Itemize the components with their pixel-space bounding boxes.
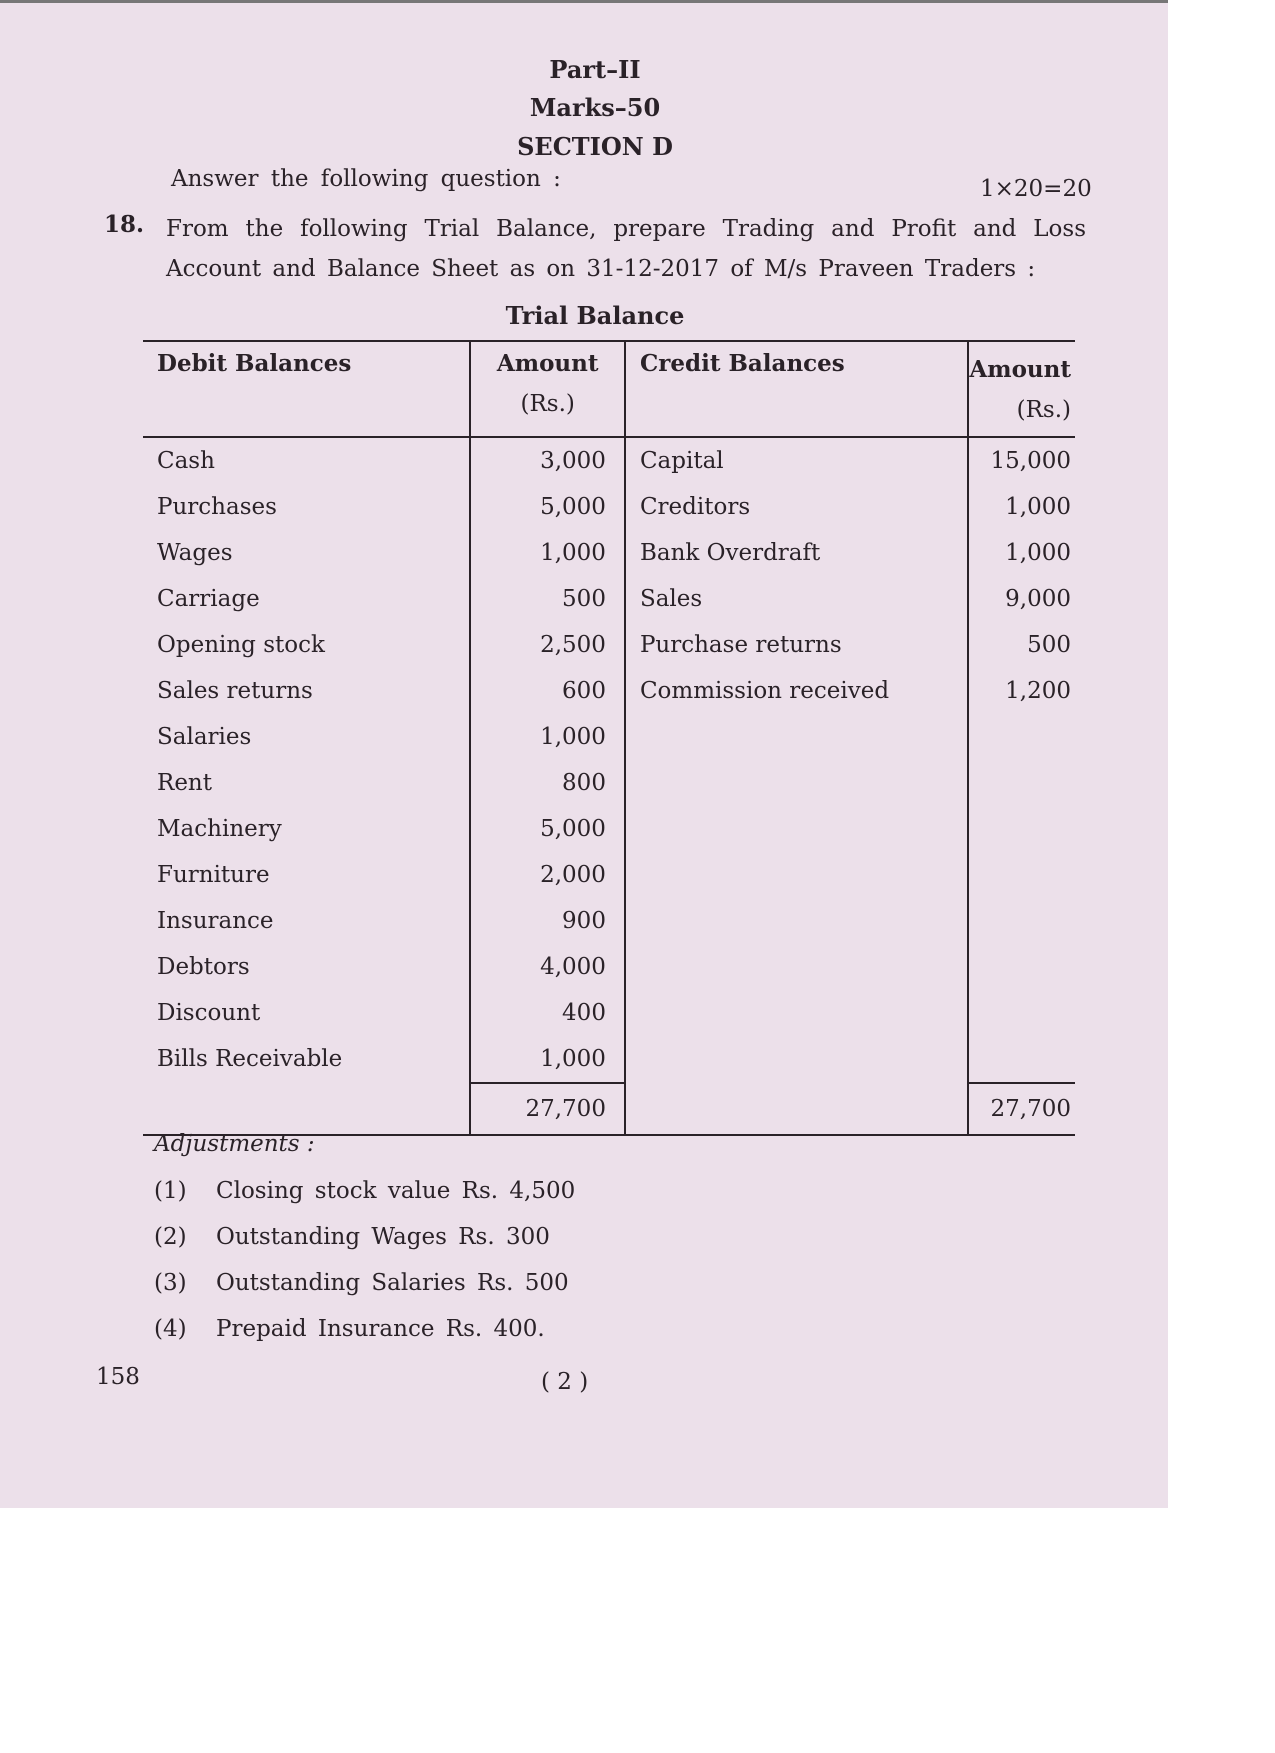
credit-account xyxy=(625,806,968,852)
total-row xyxy=(143,1083,1075,1135)
debit-amount: 5,000 xyxy=(470,806,625,852)
credit-account: Capital xyxy=(625,437,968,484)
credit-account: Bank Overdraft xyxy=(625,530,968,576)
debit-amount: 4,000 xyxy=(470,944,625,990)
table-row xyxy=(143,576,1075,622)
debit-amount: 2,000 xyxy=(470,852,625,898)
debit-amount: 1,000 xyxy=(470,530,625,576)
credit-header: Credit Balances xyxy=(625,341,968,437)
credit-amount: 1,000 xyxy=(1005,494,1071,520)
credit-amount xyxy=(968,1036,1075,1083)
debit-account: Carriage xyxy=(157,586,260,612)
table-row xyxy=(143,668,1075,714)
debit-account: Discount xyxy=(157,1000,261,1026)
credit-amount: 1,000 xyxy=(1005,540,1071,566)
adjustment-item xyxy=(154,1316,545,1342)
debit-account: Furniture xyxy=(157,862,270,888)
debit-amount: 400 xyxy=(470,990,625,1036)
credit-amount: 1,200 xyxy=(1005,678,1071,704)
debit-amount: 5,000 xyxy=(470,484,625,530)
credit-amount xyxy=(968,990,1075,1036)
debit-account: Cash xyxy=(157,448,215,474)
page-code: 158 xyxy=(96,1364,140,1390)
credit-amount: 500 xyxy=(1027,632,1071,658)
adjustment-number: (3) xyxy=(154,1270,187,1296)
table-row xyxy=(143,760,1075,806)
credit-amount xyxy=(968,852,1075,898)
question-number: 18. xyxy=(104,211,145,238)
credit-amount xyxy=(968,714,1075,760)
adjustment-text: Outstanding Wages Rs. 300 xyxy=(216,1224,550,1250)
debit-account: Bills Receivable xyxy=(157,1046,343,1072)
credit-account: Creditors xyxy=(625,484,968,530)
debit-account: Machinery xyxy=(157,816,282,842)
credit-amount xyxy=(968,898,1075,944)
table-row xyxy=(143,714,1075,760)
adjustment-text: Outstanding Salaries Rs. 500 xyxy=(216,1270,569,1296)
part-heading: Part–II xyxy=(549,55,641,84)
adjustment-text: Closing stock value Rs. 4,500 xyxy=(216,1178,576,1204)
debit-amount-header: Amount (Rs.) xyxy=(470,341,625,437)
debit-amount: 3,000 xyxy=(470,437,625,484)
section-heading: SECTION D xyxy=(517,132,673,161)
credit-amount xyxy=(968,806,1075,852)
debit-amount: 2,500 xyxy=(470,622,625,668)
table-row xyxy=(143,437,1075,484)
debit-account: Purchases xyxy=(157,494,277,520)
table-row xyxy=(143,944,1075,990)
adjustment-item xyxy=(154,1270,569,1296)
debit-account: Opening stock xyxy=(157,632,325,658)
adjustment-number: (1) xyxy=(154,1178,187,1204)
debit-account: Wages xyxy=(157,540,233,566)
credit-account xyxy=(625,898,968,944)
question-text: From the following Trial Balance, prepare Trading and Profit and Loss Account and Balance Sheet as on 31-12-2017 of M/s Praveen Traders : xyxy=(166,216,1086,282)
credit-amount xyxy=(968,760,1075,806)
table-header-row xyxy=(143,341,1075,437)
adjustments-title: Adjustments : xyxy=(154,1131,315,1157)
debit-account: Debtors xyxy=(157,954,250,980)
debit-amount: 800 xyxy=(470,760,625,806)
total-credit: 27,700 xyxy=(968,1083,1075,1135)
table-row xyxy=(143,806,1075,852)
debit-header: Debit Balances xyxy=(143,341,470,437)
table-row xyxy=(143,1036,1075,1083)
marks-heading: Marks–50 xyxy=(529,93,661,122)
adjustment-text: Prepaid Insurance Rs. 400. xyxy=(216,1316,545,1342)
credit-amount: 9,000 xyxy=(1005,586,1071,612)
credit-account: Sales xyxy=(625,576,968,622)
credit-account xyxy=(625,852,968,898)
debit-account: Insurance xyxy=(157,908,274,934)
credit-account: Commission received xyxy=(625,668,968,714)
credit-account xyxy=(625,714,968,760)
credit-account xyxy=(625,760,968,806)
credit-amount: 15,000 xyxy=(990,448,1071,474)
table-row xyxy=(143,990,1075,1036)
debit-amount: 500 xyxy=(470,576,625,622)
credit-amount-header: Amount (Rs.) xyxy=(968,341,1075,437)
debit-account: Salaries xyxy=(157,724,252,750)
credit-account: Purchase returns xyxy=(625,622,968,668)
debit-amount: 1,000 xyxy=(470,1036,625,1083)
trial-balance-table xyxy=(143,340,1075,1136)
credit-account xyxy=(625,1036,968,1083)
adjustment-item xyxy=(154,1224,550,1250)
credit-amount xyxy=(968,944,1075,990)
trial-balance-title: Trial Balance xyxy=(505,301,685,330)
instruction-text: Answer the following question : xyxy=(171,166,561,192)
page-number: ( 2 ) xyxy=(541,1369,589,1395)
debit-account: Sales returns xyxy=(157,678,313,704)
adjustment-number: (4) xyxy=(154,1316,187,1342)
credit-account xyxy=(625,944,968,990)
table-row xyxy=(143,898,1075,944)
total-debit: 27,700 xyxy=(470,1083,625,1135)
adjustment-number: (2) xyxy=(154,1224,187,1250)
debit-amount: 600 xyxy=(470,668,625,714)
debit-amount: 1,000 xyxy=(470,714,625,760)
marks-scheme: 1×20=20 xyxy=(980,176,1092,202)
table-row xyxy=(143,622,1075,668)
debit-amount: 900 xyxy=(470,898,625,944)
table-row xyxy=(143,530,1075,576)
adjustment-item xyxy=(154,1178,575,1204)
debit-account: Rent xyxy=(157,770,212,796)
table-row xyxy=(143,484,1075,530)
table-row xyxy=(143,852,1075,898)
credit-account xyxy=(625,990,968,1036)
